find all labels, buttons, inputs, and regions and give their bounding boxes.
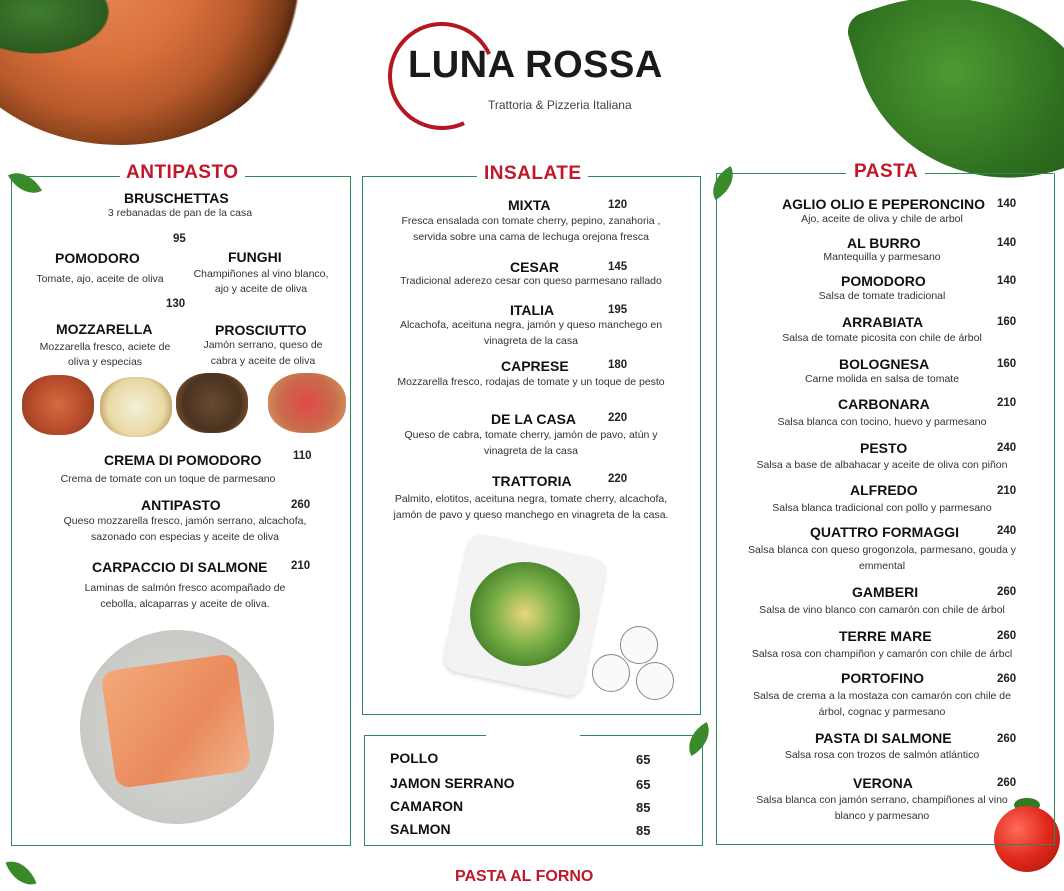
menu-item-desc: Salsa a base de albahacar y aceite de oliva con piñon: [756, 459, 1008, 471]
menu-item-desc: Salsa de crema a la mostaza con camarón con chile de: [753, 690, 1011, 702]
menu-item-desc: Mantequilla y parmesano: [823, 251, 941, 263]
menu-item-price: 160: [997, 316, 1017, 328]
menu-item-desc: Ajo, aceite de oliva y chile de arbol: [801, 213, 963, 225]
menu-item-price: 110: [293, 450, 312, 462]
menu-item-name: CREMA DI POMODORO: [104, 452, 262, 468]
menu-item-name: PESTO: [860, 440, 908, 456]
menu-item-desc: Salsa de vino blanco con camarón con chile de árbol: [759, 604, 1005, 616]
menu-item-desc: emmental: [858, 560, 906, 572]
menu-item-price: 140: [997, 275, 1017, 287]
menu-item-name: ITALIA: [510, 302, 555, 318]
menu-item-desc: servida sobre una cama de lechuga orejona fresca: [413, 231, 649, 243]
menu-item-desc: Salsa rosa con trozos de salmón atlántico: [784, 749, 980, 761]
menu-item-desc: Salsa de tomate tradicional: [818, 290, 946, 302]
menu-item-desc: Queso mozzarella fresco, jamón serrano, alcachofa,: [63, 515, 307, 527]
menu-item-name: PROSCIUTTO: [215, 322, 307, 338]
menu-item-desc: Crema de tomate con un toque de parmesano: [60, 473, 276, 485]
menu-item-price: 120: [608, 199, 628, 211]
extra-item-name: SALMON: [390, 821, 451, 837]
divider: [716, 173, 846, 174]
extra-item-price: 65: [636, 777, 651, 792]
menu-item-price: 130: [166, 298, 186, 310]
bruschetta-pomodoro-image: [22, 375, 94, 435]
menu-item-price: 210: [997, 485, 1017, 497]
salmon-carpaccio-image: [100, 653, 251, 789]
menu-item-desc: Laminas de salmón fresco acompañado de: [84, 582, 286, 594]
menu-item-price: 195: [608, 304, 628, 316]
menu-item-desc: Tradicional aderezo cesar con queso parmesano rallado: [400, 275, 662, 287]
extra-item-price: 65: [636, 752, 651, 767]
menu-item-name: PORTOFINO: [841, 670, 924, 686]
divider: [364, 735, 486, 736]
menu-item-desc: Salsa blanca tradicional con pollo y parmesano: [772, 502, 992, 514]
menu-item-price: 220: [608, 412, 628, 424]
menu-item-desc: Fresca ensalada con tomate cherry, pepino, zanahoria ,: [401, 215, 661, 227]
menu-item-price: 260: [997, 733, 1017, 745]
extra-item-price: 85: [636, 823, 651, 838]
tomato-sketch-icon: [592, 654, 630, 692]
menu-item-desc: jamón de pavo y queso manchego en vinagreta de la casa.: [393, 509, 669, 521]
menu-item-price: 140: [997, 198, 1017, 210]
menu-item-name: AGLIO OLIO E PEPERONCINO: [782, 196, 986, 212]
menu-item-name: CAPRESE: [501, 358, 569, 374]
menu-item-name: TERRE MARE: [839, 628, 932, 644]
menu-item-name: ARRABIATA: [842, 314, 924, 330]
menu-item-desc: cabra y aceite de oliva: [210, 355, 316, 367]
menu-item-price: 260: [997, 777, 1017, 789]
menu-item-price: 260: [997, 586, 1017, 598]
bruschetta-mozzarella-image: [100, 377, 172, 437]
menu-item-name: MOZZARELLA: [56, 321, 153, 337]
menu-item-price: 140: [997, 237, 1017, 249]
divider: [925, 173, 1053, 174]
menu-item-name: GAMBERI: [852, 584, 919, 600]
menu-item-desc: Carne molida en salsa de tomate: [804, 373, 960, 385]
menu-item-desc: oliva y especias: [67, 356, 143, 368]
insalate-title: INSALATE: [478, 163, 588, 185]
menu-item-name: BRUSCHETTAS: [124, 190, 229, 206]
menu-item-desc: cebolla, alcaparras y aceite de oliva.: [100, 598, 270, 610]
menu-item-name: MIXTA: [508, 197, 551, 213]
menu-item-price: 210: [291, 560, 311, 572]
brand-name: LUNA ROSSA: [408, 44, 663, 86]
menu-item-desc: Salsa rosa con champiñon y camarón con chile de árbcl: [751, 648, 1013, 660]
tomato-sketch-icon: [620, 626, 658, 664]
menu-item-desc: Salsa blanca con jamón serrano, champiñones al vino: [756, 794, 1008, 806]
menu-item-name: DE LA CASA: [491, 411, 577, 427]
divider: [584, 176, 700, 177]
extra-item-name: CAMARON: [390, 798, 464, 814]
menu-item-price: 240: [997, 442, 1017, 454]
menu-item-price: 210: [997, 397, 1017, 409]
menu-item-name: PASTA DI SALMONE: [815, 730, 952, 746]
next-section-title: PASTA AL FORNO: [455, 868, 594, 885]
menu-item-price: 240: [997, 525, 1017, 537]
menu-item-desc: sazonado con especias y aceite de oliva: [91, 531, 279, 543]
menu-item-name: TRATTORIA: [492, 473, 572, 489]
menu-item-name: CESAR: [510, 259, 560, 275]
menu-item-desc: Jamón serrano, queso de: [203, 339, 323, 351]
menu-item-desc: Alcachofa, aceituna negra, jamón y queso manchego en: [399, 319, 663, 331]
divider: [11, 176, 121, 177]
menu-item-name: ALFREDO: [850, 482, 918, 498]
menu-item-price: 160: [997, 358, 1017, 370]
bruschetta-prosciutto-image: [268, 373, 346, 433]
menu-item-desc: árbol, cognac y parmesano: [818, 706, 946, 718]
menu-item-desc: ajo y aceite de oliva: [214, 283, 308, 295]
leaf-icon: [6, 855, 37, 891]
extra-item-price: 85: [636, 800, 651, 815]
menu-item-price: 260: [997, 630, 1017, 642]
menu-item-desc: Tomate, ajo, aceite de oliva: [36, 273, 164, 285]
salad-image: [470, 562, 580, 666]
menu-item-desc: Salsa de tomate picosita con chile de árbol: [782, 332, 982, 344]
menu-item-desc: Mozzarella fresco, aciete de: [39, 341, 171, 353]
menu-item-name: QUATTRO FORMAGGI: [810, 524, 960, 540]
menu-item-desc: vinagreta de la casa: [484, 445, 578, 457]
menu-item-price: 260: [291, 499, 311, 511]
menu-item-price: 145: [608, 261, 628, 273]
menu-item-price: 180: [608, 359, 628, 371]
divider: [580, 735, 701, 736]
menu-item-desc: vinagreta de la casa: [484, 335, 578, 347]
tomato-sketch-icon: [636, 662, 674, 700]
menu-item-desc: Salsa blanca con tocino, huevo y parmesano: [777, 416, 987, 428]
menu-item-name: POMODORO: [841, 273, 926, 289]
menu-item-desc: Salsa blanca con queso grogonzola, parmesano, gouda y: [748, 544, 1016, 556]
bruschetta-funghi-image: [176, 373, 248, 433]
menu-item-desc: Mozzarella fresco, rodajas de tomate y un toque de pesto: [397, 376, 665, 388]
menu-item-name: FUNGHI: [228, 249, 282, 265]
menu-item-name: CARPACCIO DI SALMONE: [92, 559, 268, 575]
menu-item-desc: Palmito, elotitos, aceituna negra, tomate cherry, alcachofa,: [394, 493, 668, 505]
brand-tagline: Trattoria & Pizzeria Italiana: [488, 98, 632, 112]
menu-item-price: 95: [173, 233, 186, 245]
menu-item-desc: 3 rebanadas de pan de la casa: [107, 207, 253, 219]
pasta-title: PASTA: [848, 161, 924, 183]
menu-item-price: 260: [997, 673, 1017, 685]
menu-item-name: AL BURRO: [847, 235, 921, 251]
divider: [240, 176, 350, 177]
menu-item-name: POMODORO: [55, 250, 140, 266]
divider: [362, 176, 477, 177]
menu-item-name: ANTIPASTO: [141, 497, 221, 513]
menu-item-name: CARBONARA: [838, 396, 930, 412]
antipasto-title: ANTIPASTO: [120, 162, 245, 184]
extra-item-name: JAMON SERRANO: [390, 775, 515, 791]
menu-item-price: 220: [608, 473, 628, 485]
menu-item-desc: Champiñones al vino blanco,: [193, 268, 329, 280]
menu-item-name: BOLOGNESA: [839, 356, 930, 372]
menu-item-name: VERONA: [853, 775, 913, 791]
menu-item-desc: blanco y parmesano: [834, 810, 930, 822]
menu-item-desc: Queso de cabra, tomate cherry, jamón de pavo, atún y: [404, 429, 658, 441]
extra-item-name: POLLO: [390, 750, 439, 766]
